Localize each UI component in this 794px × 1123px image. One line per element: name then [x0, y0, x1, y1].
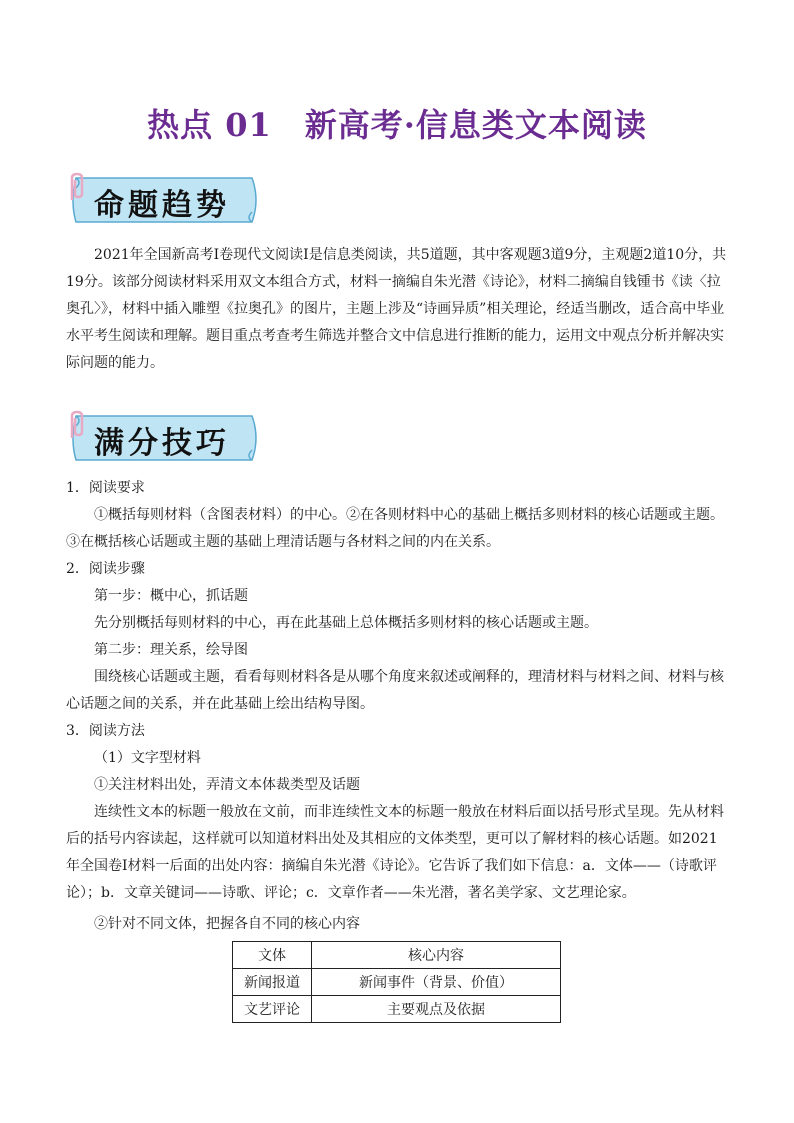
heading-reading-steps: 2．阅读步骤	[66, 561, 145, 577]
page-title: 热点 01 新高考·信息类文本阅读	[147, 106, 647, 144]
step-one-text: 先分别概括每则材料的中心，再在此基础上总体概括多则材料的核心话题或主题。	[94, 615, 598, 631]
paper-clip-icon	[66, 410, 88, 440]
method-point-one: ①关注材料出处，弄清文本体裁类型及话题	[94, 777, 360, 793]
heading-reading-requirements: 1．阅读要求	[66, 480, 145, 496]
table-header-cell: 核心内容	[312, 942, 561, 969]
table-row	[233, 969, 561, 996]
method-paragraph	[66, 799, 728, 907]
section-banner-trend	[66, 172, 262, 228]
table-cell: 新闻事件（背景、价值）	[312, 969, 561, 996]
step-two-paragraph	[66, 664, 728, 718]
section-banner-skills	[66, 410, 262, 466]
paper-clip-icon	[66, 172, 88, 202]
method-text: 连续性文本的标题一般放在文前，而非连续性文本的标题一般放在材料后面以括号形式呈现。先从材料后的括号内容读起，这样就可以知道材料出处及其相应的文体类型，更可以了解材料的核心话题。如2021年全国卷Ⅰ材料一后面的出处内容：摘编自朱光潜《诗论》。它告诉了我们如下信息：a．文体——（诗歌评论）；b．文章关键词——诗歌、评论；c．文章作者——朱光潜，著名美学家、文艺理论家。	[66, 804, 724, 901]
requirements-text: ①概括每则材料（含图表材料）的中心。②在各则材料中心的基础上概括多则材料的核心话题或主题。③在概括核心话题或主题的基础上理清话题与各材料之间的内在关系。	[66, 507, 724, 550]
requirements-paragraph	[66, 502, 728, 556]
table-cell: 文艺评论	[233, 996, 312, 1023]
step-two-text: 围绕核心话题或主题，看看每则材料各是从哪个角度来叙述或阐释的，理清材料与材料之间、材料与核心话题之间的关系，并在此基础上绘出结构导图。	[66, 669, 724, 712]
step-two: 第二步：理关系，绘导图	[94, 642, 248, 658]
table-header-cell: 文体	[233, 942, 312, 969]
trend-paragraph	[66, 242, 728, 377]
method-point-two: ②针对不同文体，把握各自不同的核心内容	[94, 916, 360, 932]
section-heading: 命题趋势	[94, 188, 230, 223]
heading-reading-methods: 3．阅读方法	[66, 723, 145, 739]
table-cell: 主要观点及依据	[312, 996, 561, 1023]
table-cell: 新闻报道	[233, 969, 312, 996]
genre-content-table	[232, 941, 561, 1023]
table-row	[233, 996, 561, 1023]
table-header-row	[233, 942, 561, 969]
trend-text: 2021年全国新高考Ⅰ卷现代文阅读Ⅰ是信息类阅读，共5道题，其中客观题3道9分，主观题2道10分，共19分。该部分阅读材料采用双文本组合方式，材料一摘编自朱光潜《诗论》，材料二摘编自钱锺书《读〈拉奥孔〉》，材料中插入雕塑《拉奥孔》的图片，主题上涉及“诗画异质”相关理论，经适当删改，适合高中毕业水平考生阅读和理解。题目重点考查考生筛选并整合文中信息进行推断的能力，运用文中观点分析并解决实际问题的能力。	[66, 247, 727, 371]
step-one: 第一步：概中心，抓话题	[94, 588, 248, 604]
section-heading: 满分技巧	[94, 426, 230, 461]
subheading-text-material: （1）文字型材料	[94, 750, 201, 766]
